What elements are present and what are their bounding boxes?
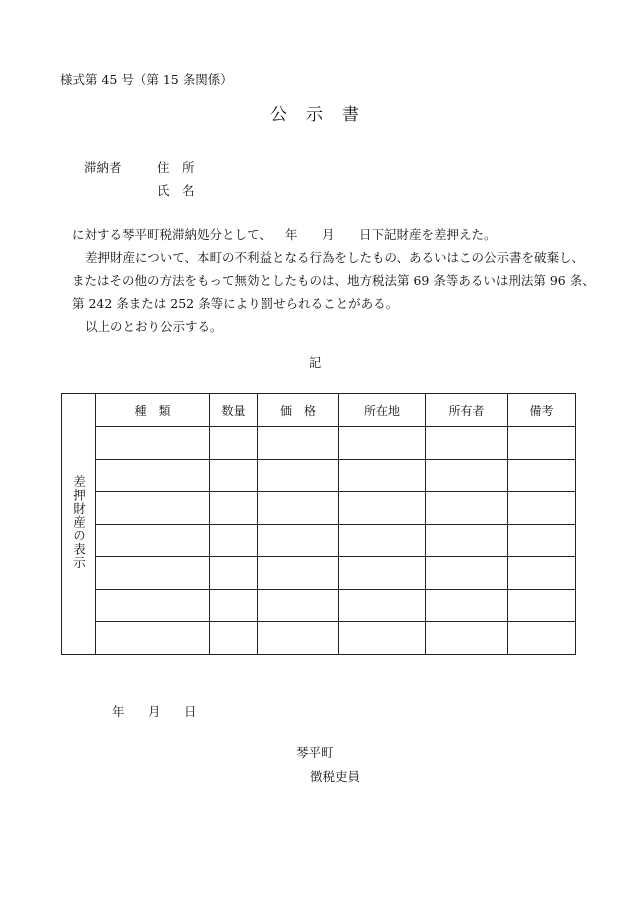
table-cell [96, 524, 210, 557]
table-cell [339, 459, 426, 492]
table-cell [339, 427, 426, 460]
issuer-town: 琴平町 [296, 745, 334, 760]
table-cell [426, 557, 508, 590]
body-line1-suffix: 日下記財産を差押えた。 [359, 227, 497, 242]
table-cell [339, 557, 426, 590]
table-cell [96, 459, 210, 492]
table-cell [426, 622, 508, 655]
table-cell [508, 589, 576, 622]
table-cell [258, 557, 339, 590]
title-char-1: 公 [270, 105, 288, 125]
table-row [62, 492, 576, 525]
header-location: 所在地 [339, 394, 426, 427]
table-cell [426, 427, 508, 460]
table-cell [210, 524, 258, 557]
ki-label: 記 [308, 355, 322, 370]
table-row [62, 459, 576, 492]
issuer-officer: 徴税吏員 [310, 769, 361, 784]
table-cell [339, 524, 426, 557]
table-cell [258, 459, 339, 492]
body-line1-month: 月 [322, 227, 335, 242]
table-row [62, 589, 576, 622]
table-cell [508, 622, 576, 655]
table-cell [426, 524, 508, 557]
seized-property-table [61, 393, 576, 655]
delinquent-label: 滞納者 [84, 160, 122, 175]
table-row [62, 557, 576, 590]
side-label-cell [62, 394, 96, 655]
body-para3: 以上のとおり公示する。 [85, 319, 223, 334]
table-cell [339, 492, 426, 525]
header-remarks: 備考 [508, 394, 576, 427]
body-para2-line3: 第 242 条または 252 条等により罰せられることがある。 [72, 296, 399, 311]
body-para2-line1: 差押財産について、本町の不利益となる行為をしたもの、あるいはこの公示書を破棄し、 [85, 250, 585, 265]
table-row [62, 524, 576, 557]
table-header-row [62, 394, 576, 427]
table-cell [96, 557, 210, 590]
table-cell [426, 589, 508, 622]
address-label: 住 所 [157, 160, 195, 175]
table-cell [96, 492, 210, 525]
table-cell [339, 622, 426, 655]
table-cell [258, 622, 339, 655]
title-char-2: 示 [306, 105, 324, 125]
table-cell [508, 427, 576, 460]
table-cell [210, 459, 258, 492]
table-cell [258, 524, 339, 557]
date-day: 日 [184, 704, 197, 719]
table-cell [339, 589, 426, 622]
table-cell [258, 589, 339, 622]
date-year: 年 [112, 704, 125, 719]
table-cell [258, 492, 339, 525]
table-cell [258, 427, 339, 460]
table-cell [508, 459, 576, 492]
table-cell [508, 557, 576, 590]
table-cell [210, 622, 258, 655]
header-owner: 所有者 [426, 394, 508, 427]
table-cell [96, 589, 210, 622]
table-row [62, 427, 576, 460]
table-cell [210, 589, 258, 622]
page-title [0, 100, 630, 125]
body-line1-year: 年 [285, 227, 298, 242]
table-cell [508, 524, 576, 557]
name-label: 氏 名 [157, 183, 195, 198]
table-cell [426, 459, 508, 492]
table-cell [210, 492, 258, 525]
table-cell [96, 622, 210, 655]
table-cell [210, 427, 258, 460]
header-type: 種 類 [96, 394, 210, 427]
header-quantity: 数量 [210, 394, 258, 427]
header-price: 価 格 [258, 394, 339, 427]
body-para2-line2: またはその他の方法をもって無効としたものは、地方税法第 69 条等あるいは刑法第 96 条、 [72, 273, 595, 288]
date-month: 月 [148, 704, 161, 719]
table-cell [508, 492, 576, 525]
table-cell [210, 557, 258, 590]
table-cell [426, 492, 508, 525]
body-line1-prefix: に対する琴平町税滞納処分として、 [72, 227, 272, 242]
table-cell [96, 427, 210, 460]
table-row [62, 622, 576, 655]
title-char-3: 書 [342, 105, 360, 125]
form-number: 様式第 45 号（第 15 条関係） [60, 72, 233, 87]
side-label: 差押財産の表示 [71, 475, 87, 570]
